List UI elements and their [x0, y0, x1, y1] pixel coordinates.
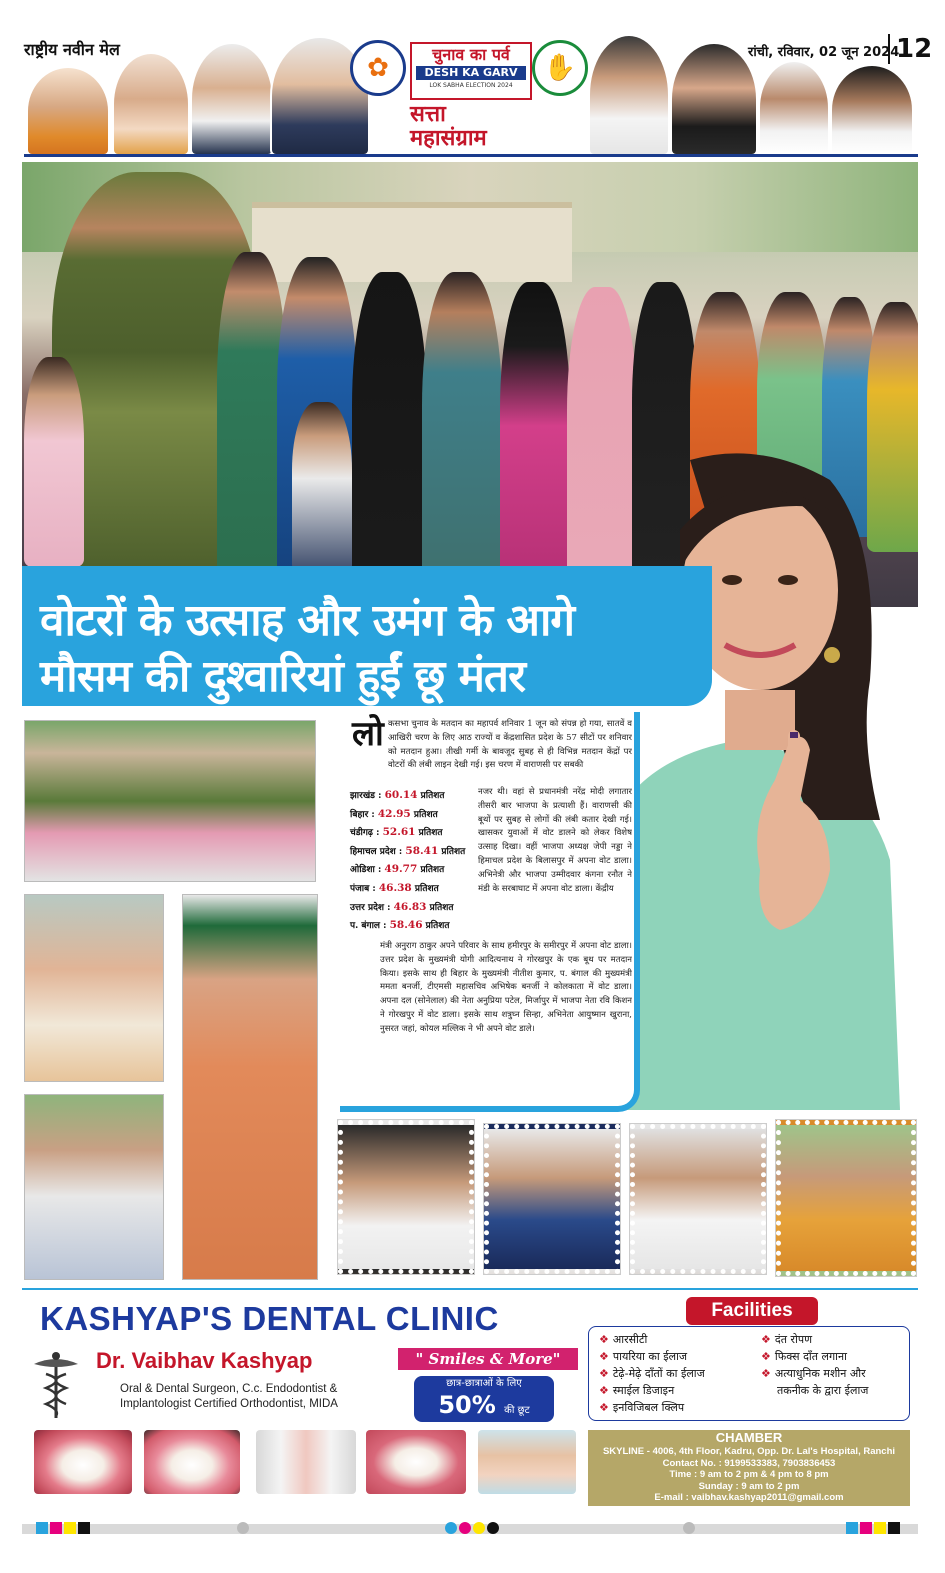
turnout-value: 58.46 [389, 919, 423, 932]
color-swatch [888, 1522, 900, 1534]
article-intro: कसभा चुनाव के मतदान का महापर्व शनिवार 1 जून को संपन्न हो गया, सातवें व आखिरी चरण के लिए आठ राज्यों व केंद्रशासित प्रदेश के 57 सीटों पर शनिवार को मतदान हुआ। तीखी गर्मी के बावजूद सुबह से ही विभिन्न मतदान केंद्रों पर वोटरों की लंबी लाइन देखी गई। इस चरण में वाराणसी पर सबकी [388, 719, 632, 771]
portrait-leader-3 [190, 42, 274, 156]
state-name: पंजाब [350, 883, 370, 894]
smile-photo [366, 1430, 466, 1494]
lotus-icon: ✿ [367, 53, 389, 83]
facilities-left-list [599, 1331, 705, 1416]
offer-percent [414, 1392, 554, 1424]
girl-figure [24, 357, 84, 567]
headline-banner [22, 566, 712, 706]
party-logo-lotus [350, 40, 406, 96]
dateline: रांची, रविवार, 02 जून 2024 [748, 45, 900, 60]
facilities-right-list [761, 1331, 868, 1399]
portrait-leader-7 [758, 60, 830, 156]
party-logo-hand [532, 40, 588, 96]
hand-icon: ✋ [543, 53, 577, 83]
color-swatch [846, 1522, 858, 1534]
diamond-bullet-icon: ❖ [599, 1384, 609, 1397]
shatrughan-voting-photo [484, 1124, 620, 1274]
offer-caption: छात्र-छात्राओं के लिए [446, 1378, 522, 1389]
election-brand-box [410, 42, 532, 100]
turnout-value: 46.38 [378, 881, 412, 894]
child-dental-photo [478, 1430, 576, 1494]
turnout-unit: प्रतिशत [413, 809, 438, 820]
turnout-value: 52.61 [382, 826, 416, 839]
registration-dot [459, 1522, 471, 1534]
facility-item: ❖ आरसीटी [599, 1333, 648, 1346]
partial-denture-photo [144, 1430, 240, 1494]
ayushmann-voting-photo [630, 1124, 766, 1274]
brand-hindi: चुनाव का पर्व [432, 45, 510, 64]
facility-item: ❖ टेढ़े-मेढ़े दाँतों का ईलाज [599, 1367, 705, 1380]
facility-item: ❖ फिक्स दाँत लगाना [761, 1350, 847, 1363]
diamond-bullet-icon: ❖ [599, 1333, 609, 1346]
portrait-leader-5 [588, 34, 670, 156]
section-title [410, 102, 560, 150]
turnout-unit: प्रतिशत [420, 791, 445, 801]
facility-item: ❖ पायरिया का ईलाज [599, 1350, 688, 1363]
state-name: चंडीगढ़ [350, 828, 373, 839]
offer-suffix: की छूट [504, 1405, 530, 1416]
facility-item: ❖ दंत रोपण [761, 1333, 813, 1346]
nadda-voting-photo [24, 894, 164, 1082]
turnout-unit: प्रतिशत [420, 865, 445, 876]
ravi-kishan-voting-photo [776, 1120, 916, 1276]
chamber-box [588, 1430, 910, 1506]
actress-sunglasses-voting-photo [24, 1094, 164, 1280]
turnout-row: उत्तर प्रदेश : 46.83 प्रतिशत [350, 900, 454, 913]
section-title-line1: सत्ता [410, 101, 446, 127]
chamber-email: E-mail : vaibhav.kashyap2011@gmail.com [654, 1492, 844, 1503]
turnout-list [350, 787, 468, 936]
chamber-time: Time : 9 am to 2 pm & 4 pm to 8 pm [669, 1469, 829, 1480]
diamond-bullet-icon: ❖ [599, 1350, 609, 1363]
brand-subtitle: LOK SABHA ELECTION 2024 [429, 82, 513, 89]
chamber-contact: Contact No. : 9199533383, 7903836453 [662, 1457, 836, 1469]
turnout-row: पंजाब : 46.38 प्रतिशत [350, 881, 439, 894]
brand-english: DESH KA GARV [416, 66, 526, 80]
ad-doctor-name: Dr. Vaibhav Kashyap [96, 1348, 313, 1373]
turnout-unit: प्रतिशत [418, 828, 443, 839]
headline-line-2: मौसम की दुश्वारियां हुईं छू मंतर [40, 651, 525, 702]
facility-item: ❖ अत्याधुनिक मशीन और [761, 1367, 866, 1380]
turnout-value: 49.77 [384, 863, 418, 876]
voter-figure [422, 272, 502, 607]
state-name: झारखंड [350, 791, 375, 801]
diamond-bullet-icon: ❖ [761, 1367, 771, 1380]
turnout-unit: प्रतिशत [425, 921, 450, 932]
state-name: ओडिशा [350, 865, 375, 876]
family-voters-photo [24, 720, 316, 882]
turnout-row: प. बंगाल : 58.46 प्रतिशत [350, 919, 450, 932]
turnout-value: 58.41 [405, 844, 439, 857]
offer-percent-value: 50% [438, 1391, 496, 1419]
facility-item: ❖ इनविजिबल क्लिप [599, 1401, 685, 1414]
turnout-row: बिहार : 42.95 प्रतिशत [350, 807, 438, 820]
ad-qualification-line: Oral & Dental Surgeon, C.c. Endodontist & [120, 1383, 338, 1395]
registration-dot [237, 1522, 249, 1534]
facility-item: तकनीक के द्वारा ईलाज [777, 1384, 869, 1397]
color-swatch [860, 1522, 872, 1534]
portrait-leader-2 [112, 52, 190, 156]
registration-dot [473, 1522, 485, 1534]
masthead [0, 0, 945, 160]
article-column-right: नजर थी। वहां से प्रधानमंत्री नरेंद्र मोदी लगातार तीसरी बार भाजपा के प्रत्याशी हैं। वाराणसी की बूथों पर सुबह से लोगों की लंबी कतार देखी गई। खासकर युवाओं में वोट डालने को लेकर विशेष उत्साह दिखा। वहीं भाजपा अध्यक्ष जेपी नड्डा ने हिमाचल प्रदेश के बिलासपुर में अपना वोट डाला। अभिनेत्री और भाजपा उम्मीदवार कंगना रनौत ने मंडी के सरबाघाट में अपना वोट डाला। केंद्रीय [478, 787, 632, 894]
portrait-leader-8 [830, 64, 914, 156]
registration-dot [487, 1522, 499, 1534]
state-name: बिहार [350, 809, 369, 820]
facilities-box [588, 1326, 910, 1421]
turnout-row: चंडीगढ़ : 52.61 प्रतिशत [350, 826, 443, 839]
state-name: उत्तर प्रदेश [350, 902, 384, 913]
color-swatch [78, 1522, 90, 1534]
color-swatch [36, 1522, 48, 1534]
ad-clinic-name: KASHYAP'S DENTAL CLINIC [40, 1300, 499, 1337]
color-swatch [50, 1522, 62, 1534]
turnout-row: ओडिशा : 49.77 प्रतिशत [350, 863, 445, 876]
portrait-leader-6 [670, 42, 758, 156]
color-swatch [64, 1522, 76, 1534]
portrait-leader-1 [26, 66, 110, 156]
article-column-bottom: मंत्री अनुराग ठाकुर अपने परिवार के साथ हमीरपुर के समीरपुर में अपना वोट डाला। उत्तर प्रदेश के मुख्यमंत्री योगी आदित्यनाथ ने गोरखपुर के एक बूथ पर मतदान किया। इसके साथ ही बिहार के मुख्यमंत्री नीतीश कुमार, प. बंगाल की मुख्यमंत्री ममता बनर्जी, टीएमसी महासचिव अभिषेक बनर्जी ने कोलकाता में वोट डाला। अपना दल (सोनेलाल) की नेता अनुप्रिया पटेल, मिर्जापुर में भाजपा नेता रवि किशन ने गोरखपुर में वोट डाला। इसके साथ शत्रुघ्न सिन्हा, अभिनेता आयुष्मान खुराना, नुसरत जहां, कोयल मल्लिक ने भी अपने वोट डाले। [380, 941, 632, 1034]
section-title-line2: महासंग्राम [410, 125, 487, 151]
turnout-value: 46.83 [393, 900, 427, 913]
mamata-voting-photo [338, 1120, 474, 1274]
ad-qualification-line: Implantologist Certified Orthodontist, MIDA [120, 1398, 338, 1410]
ad-qualification [120, 1382, 390, 1412]
diamond-bullet-icon: ❖ [599, 1367, 609, 1380]
facilities-title: Facilities [686, 1297, 818, 1325]
turnout-row: हिमाचल प्रदेश : 58.41 प्रतिशत [350, 844, 466, 857]
registration-dot [445, 1522, 457, 1534]
kangana-voting-photo [182, 894, 318, 1280]
voter-figure [352, 272, 427, 607]
state-name: हिमाचल प्रदेश [350, 846, 396, 857]
diamond-bullet-icon: ❖ [761, 1333, 771, 1346]
drop-cap: लो [352, 714, 384, 754]
chamber-title: CHAMBER [715, 1430, 783, 1445]
facility-item: ❖ स्माईल डिजाइन [599, 1384, 675, 1397]
turnout-value: 60.14 [384, 789, 418, 801]
chamber-address: SKYLINE - 4006, 4th Floor, Kadru, Opp. Dr. Lal's Hospital, Ranchi [602, 1446, 896, 1457]
turnout-unit: प्रतिशत [441, 846, 466, 857]
ad-tagline: " Smiles & More" [398, 1348, 578, 1370]
chamber-sunday: Sunday : 9 am to 2 pm [698, 1480, 800, 1492]
color-swatch [874, 1522, 886, 1534]
diamond-bullet-icon: ❖ [761, 1350, 771, 1363]
headline-line-1: वोटरों के उत्साह और उमंग के आगे [40, 595, 575, 646]
diamond-bullet-icon: ❖ [599, 1401, 609, 1414]
registration-dot [683, 1522, 695, 1534]
implant-photo [256, 1430, 356, 1494]
turnout-unit: प्रतिशत [429, 902, 454, 913]
masthead-rule [24, 154, 918, 157]
turnout-value: 42.95 [377, 807, 411, 820]
turnout-row: झारखंड : 60.14 प्रतिशत [350, 789, 445, 801]
caduceus-icon [30, 1350, 82, 1420]
page-number: 12 [888, 34, 932, 64]
state-name: प. बंगाल [350, 921, 381, 932]
ad-offer-badge [414, 1376, 554, 1422]
child-figure [292, 402, 352, 572]
newspaper-name: राष्ट्रीय नवीन मेल [24, 40, 120, 59]
turnout-unit: प्रतिशत [414, 883, 439, 894]
denture-photo [34, 1430, 132, 1494]
